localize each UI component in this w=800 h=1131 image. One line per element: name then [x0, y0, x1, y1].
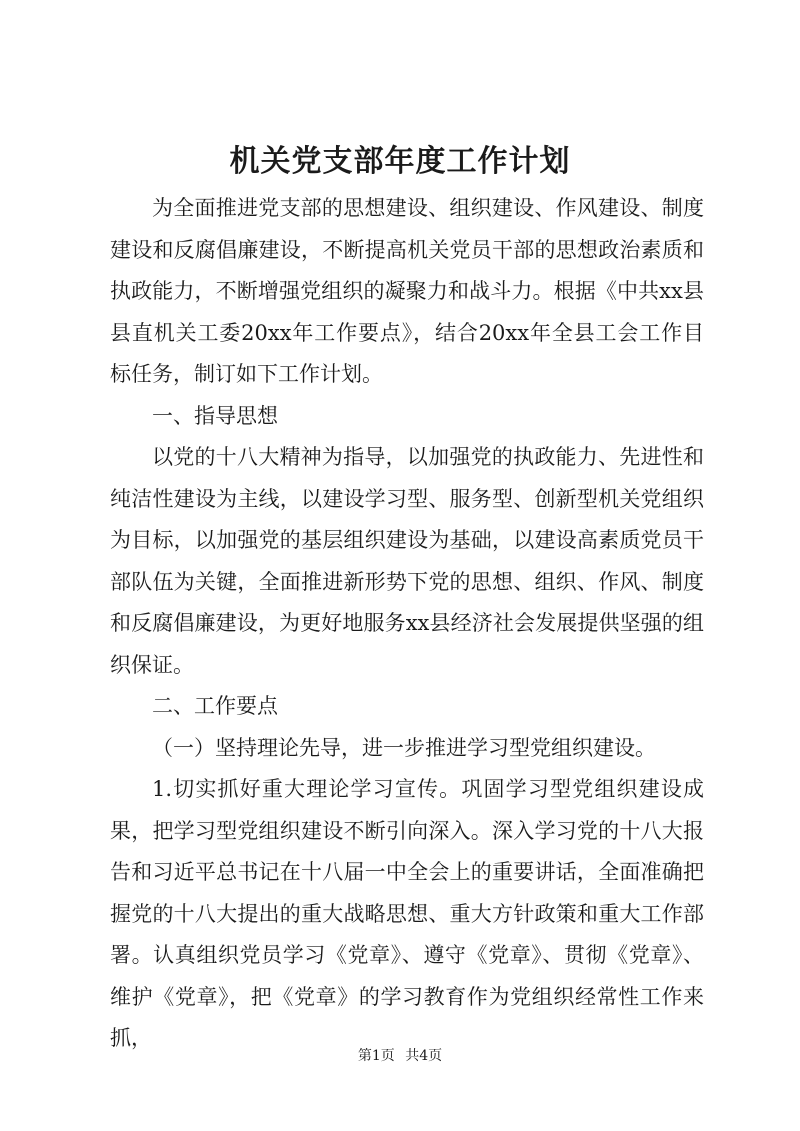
- page-number-current: 第1页: [357, 1048, 395, 1064]
- page-footer: [0, 1046, 800, 1066]
- item-paragraph-theory-study: 1.切实抓好重大理论学习宣传。巩固学习型党组织建设成果，把学习型党组织建设不断引向深入。深入学习党的十八大报告和习近平总书记在十八届一中全会上的重要讲话，全面准确把握党的十八大提出的重大战略思想、重大方针政策和重大工作部署。认真组织党员学习《党章》、遵守《党章》、贯彻《党章》、维护《党章》，把《党章》的学习教育作为党组织经常性工作来抓，: [110, 777, 704, 1050]
- document-body: [110, 188, 704, 1060]
- section-heading-guiding-thought: 一、指导思想: [152, 403, 278, 428]
- page-number-total: 共4页: [405, 1048, 443, 1064]
- intro-paragraph: 为全面推进党支部的思想建设、组织建设、作风建设、制度建设和反腐倡廉建设，不断提高机关党员干部的思想政治素质和执政能力，不断增强党组织的凝聚力和战斗力。根据《中共xx县县直机关工委20xx年工作要点》，结合20xx年全县工会工作目标任务，制订如下工作计划。: [110, 196, 704, 386]
- section-heading-work-points: 二、工作要点: [152, 694, 278, 718]
- guiding-thought-paragraph: 以党的十八大精神为指导，以加强党的执政能力、先进性和纯洁性建设为主线，以建设学习型、服务型、创新型机关党组织为目标，以加强党的基层组织建设为基础，以建设高素质党员干部队伍为关键，全面推进新形势下党的思想、组织、作风、制度和反腐倡廉建设，为更好地服务xx县经济社会发展提供坚强的组织保证。: [110, 445, 704, 677]
- subsection-heading-theory: （一）坚持理论先导，进一步推进学习型党组织建设。: [152, 735, 656, 760]
- document-title: 机关党支部年度工作计划: [229, 144, 571, 179]
